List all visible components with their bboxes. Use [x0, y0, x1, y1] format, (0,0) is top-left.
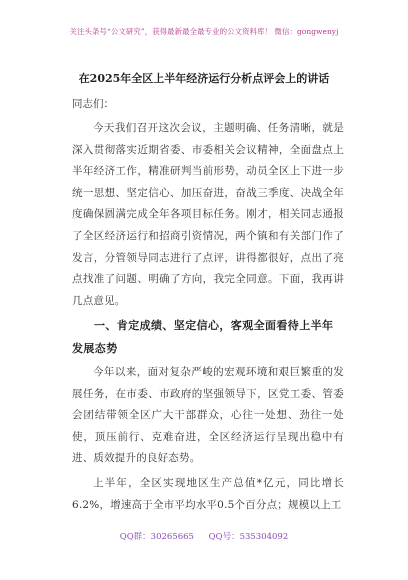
paragraph-gdp: 上半年，全区实现地区生产总值*亿元，同比增长6.2%，增速高于全市平均水平0.5个百分点；规模以上工: [72, 477, 344, 511]
footer-qq-group: QQ群：30265665: [119, 532, 194, 542]
paragraph-achievements: 今年以来，面对复杂严峻的宏观环境和艰巨繁重的发展任务，在市委、市政府的坚强领导下，区党工委、管委会团结带领全区广大干部群众，心往一处想、劲往一处使，顶压前行、克难奋进，全区经济运行呈现出稳中有进、质效提升的良好态势。: [72, 366, 344, 465]
footer-contact: [0, 530, 408, 542]
salutation: 同志们：: [72, 98, 114, 110]
header-promo-note: 关注头条号“公文研究”，获得最新最全最专业的公文资料库！ 微信：gongwenyj: [69, 27, 339, 36]
document-title: 在2025年全区上半年经济运行分析点评会上的讲话: [78, 72, 330, 85]
section-heading: 一、肯定成绩、坚定信心，客观全面看待上半年发展态势: [72, 319, 334, 355]
footer-qq-number: QQ号：535304092: [208, 532, 289, 542]
paragraph-intro: 今天我们召开这次会议，主题明确、任务清晰，就是深入贯彻落实近期省委、市委相关会议精神，全面盘点上半年经济工作，精准研判当前形势，动员全区上下进一步统一思想、坚定信心、加压奋进，奋战三季度、决战全年度确保圆满完成全年各项目标任务。刚才，相关同志通报了全区经济运行和招商引资情况，两个镇和有关部门作了发言，分管领导同志进行了点评，讲得都很好，点出了亮点找准了问题、明确了方向，我完全同意。下面，我再讲几点意见。: [72, 122, 344, 307]
